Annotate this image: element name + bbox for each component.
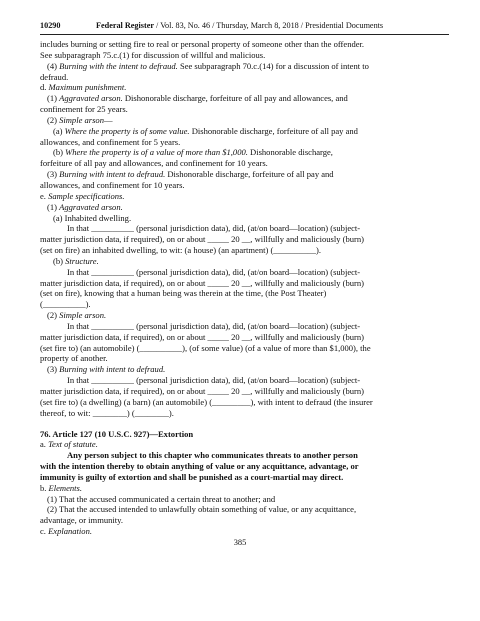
publication-name: Federal Register [96,21,154,30]
text-line: In that __________ (personal jurisdiction data), did, (at/on board—location) (subject- [67,223,361,234]
text-line: confinement for 25 years. [40,104,128,115]
running-header [40,20,449,32]
text-line: matter jurisdiction data, if required), on or about _____ 20 __, willfully and maliciously (burn) [40,234,364,245]
section-heading: a. Text of statute. [40,439,98,450]
text-line: (2) Simple arson. [47,310,107,321]
statute-text: immunity is guilty of extortion and shall be punished as a court-martial may direct. [40,471,344,482]
text-line: (set fire to) (a dwelling) (a barn) (an automobile) (_________), with intent to defraud (the insurer [40,396,373,407]
text-line: (2) That the accused intended to unlawfully obtain something of value, or any acquittance, [47,504,357,515]
text-line: In that __________ (personal jurisdiction data), did, (at/on board—location) (subject- [67,266,361,277]
text-line: (1) That the accused communicated a certain threat to another; and [47,493,276,504]
text-line: (1) Aggravated arson. [47,201,123,212]
text-line: (3) Burning with intent to defraud. Dishonorable discharge, forfeiture of all pay and [47,169,334,180]
text-line: defraud. [40,71,69,82]
text-line: (4) Burning with the intent to defraud. See subparagraph 70.c.(14) for a discussion of intent to [47,60,369,71]
text-line: (2) Simple arson— [47,114,113,125]
text-line: (a) Inhabited dwelling. [53,212,132,223]
spacer [40,419,452,429]
text-line: (__________). [40,299,91,310]
page-folio: 385 [233,538,247,547]
text-line: (3) Burning with intent to defraud. [47,364,166,375]
section-heading: b. Elements. [40,482,83,493]
text-line: matter jurisdiction data, if required), on or about _____ 20 __, willfully and maliciously (burn) [40,277,364,288]
text-line: thereof, to wit: ________) (________). [40,407,174,418]
text-line: allowances, and confinement for 10 years. [40,179,185,190]
section-heading: c. Explanation. [40,526,92,537]
publication-details: / Vol. 83, No. 46 / Thursday, March 8, 2018 / Presidential Documents [153,21,384,30]
document-body [40,39,452,537]
text-line: matter jurisdiction data, if required), on or about _____ 20 __, willfully and maliciously (burn) [40,386,364,396]
text-line: (1) Aggravated arson. Dishonorable discharge, forfeiture of all pay and allowances, and [47,93,348,104]
text-line: property of another. [40,353,108,364]
text-line: See subparagraph 75.c.(1) for discussion of willful and malicious. [40,49,266,60]
text-line: matter jurisdiction data, if required), on or about _____ 20 __, willfully and maliciously (burn) [40,331,364,342]
text-line: allowances, and confinement for 5 years. [40,136,181,147]
statute-text: with the intention thereby to obtain anything of value or any acquittance, advantage, or [40,461,359,472]
text-line: (set fire to) (an automobile) (__________), (of some value) (of a value of more than $1,000), the [40,342,371,353]
header-rule [40,34,449,35]
article-heading: 76. Article 127 (10 U.S.C. 927)—Extortion [40,428,194,439]
publication-line [96,20,383,32]
text-line: (b) Where the property is of a value of more than $1,000. Dishonorable discharge, [53,147,333,158]
text-line: forfeiture of all pay and allowances, and confinement for 10 years. [40,158,268,169]
text-line: advantage, or immunity. [40,515,123,526]
text-line: (a) Where the property is of some value. Dishonorable discharge, forfeiture of all pay and [53,125,358,136]
statute-text: Any person subject to this chapter who communicates threats to another person [67,450,358,461]
text-line: includes burning or setting fire to real or personal property of someone other than the offender. [40,39,365,49]
section-heading: e. Sample specifications. [40,190,125,201]
text-line: (b) Structure. [53,255,99,266]
page-number: 10290 [40,21,61,30]
text-line: In that __________ (personal jurisdiction data), did, (at/on board—location) (subject- [67,320,361,331]
section-heading: d. Maximum punishment. [40,82,127,93]
text-line: In that __________ (personal jurisdiction data), did, (at/on board—location) (subject- [67,375,361,386]
text-line: (set on fire), knowing that a human being was therein at the time, (the Post Theater) [40,288,327,299]
text-line: (set on fire) an inhabited dwelling, to wit: (a house) (an apartment) (__________). [40,245,322,256]
